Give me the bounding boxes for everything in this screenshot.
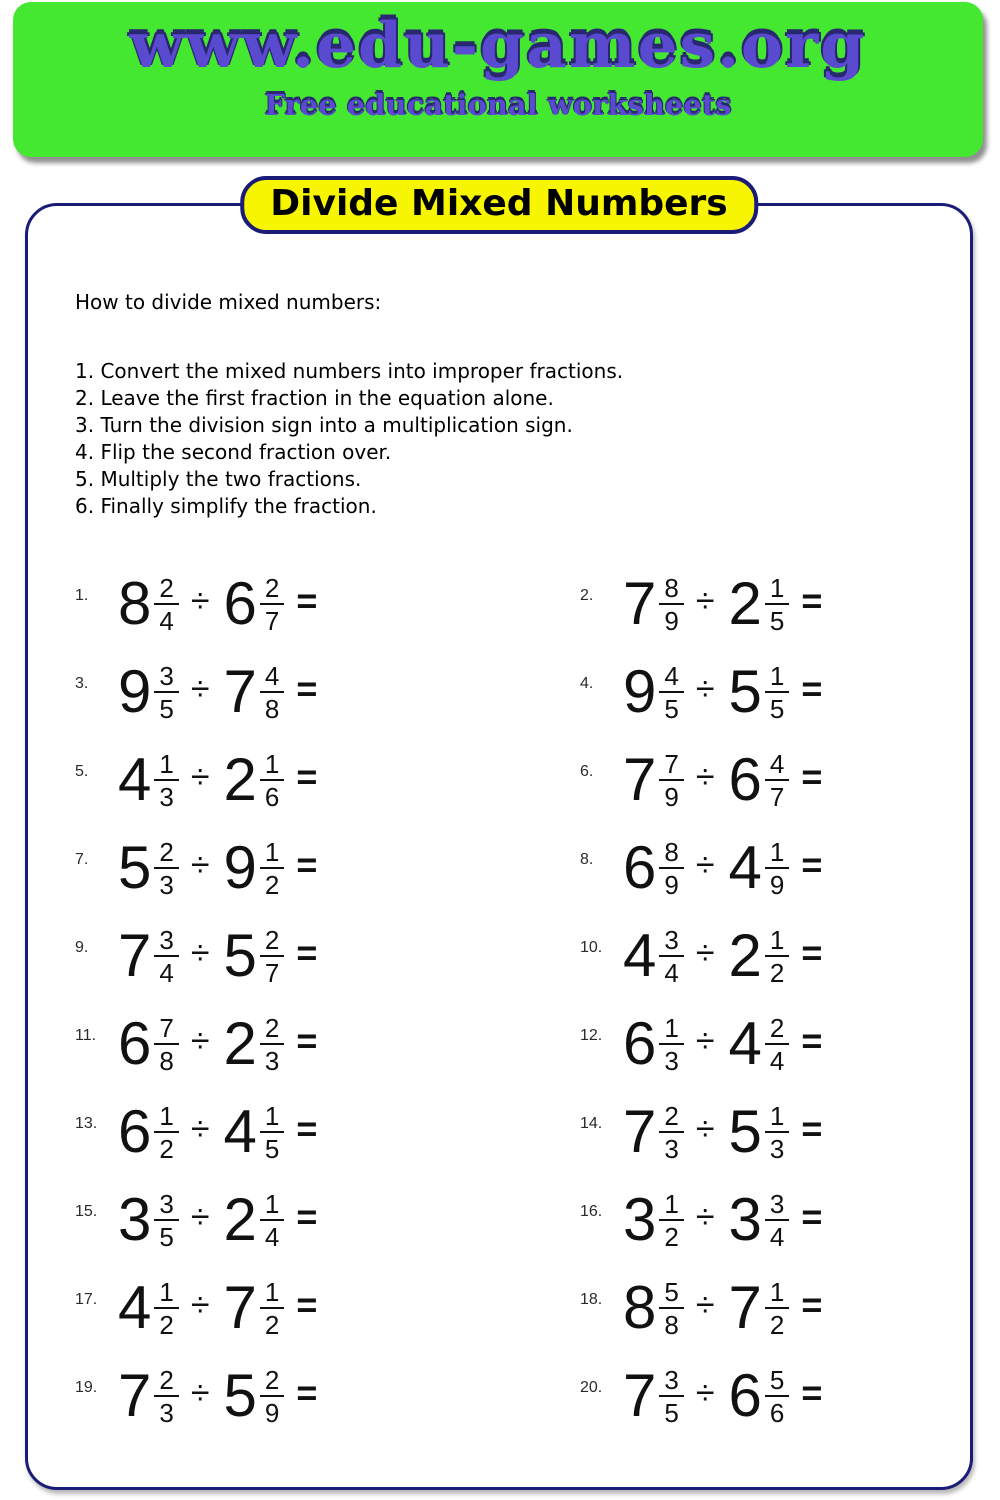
mixed-number-second: [223, 833, 285, 901]
mixed-number-first: [623, 921, 684, 989]
fraction: [154, 924, 178, 988]
problem-row: [580, 657, 823, 725]
worksheet-frame: [25, 183, 973, 1490]
fraction: [260, 1012, 284, 1076]
fraction-numerator: 3: [765, 1191, 789, 1221]
problem-number: 20.: [580, 1379, 603, 1396]
problem-row: [580, 1009, 823, 1077]
equals-sign: =: [296, 1196, 318, 1237]
fraction-denominator: 3: [664, 1133, 679, 1164]
fraction-numerator: 2: [154, 1367, 178, 1397]
mixed-number-second: [728, 745, 790, 813]
problems-grid: [75, 559, 822, 1439]
problem-number: 16.: [580, 1203, 603, 1220]
problem-number: 2.: [580, 587, 594, 604]
fraction-denominator: 9: [664, 869, 679, 900]
mixed-number-first: [118, 1273, 179, 1341]
mixed-number-first: [118, 657, 179, 725]
fraction: [765, 1276, 789, 1340]
whole-number: 7: [223, 1273, 257, 1341]
mixed-number-second: [223, 657, 285, 725]
fraction-numerator: 4: [260, 663, 284, 693]
problem-number: 4.: [580, 675, 594, 692]
whole-number: 4: [728, 1009, 762, 1077]
whole-number: 3: [623, 1185, 657, 1253]
problem-row: [580, 1361, 823, 1429]
mixed-number-first: [118, 833, 179, 901]
mixed-number-first: [118, 745, 179, 813]
fraction-numerator: 2: [154, 575, 178, 605]
fraction: [659, 1364, 683, 1428]
mixed-number-second: [223, 921, 285, 989]
fraction-denominator: 9: [664, 781, 679, 812]
whole-number: 4: [728, 833, 762, 901]
mixed-number-second: [728, 1273, 790, 1341]
fraction-numerator: 2: [260, 1015, 284, 1045]
division-sign: ÷: [695, 581, 715, 620]
fraction-denominator: 4: [664, 957, 679, 988]
problem-row: [75, 569, 580, 637]
whole-number: 4: [118, 1273, 152, 1341]
equals-sign: =: [296, 756, 318, 797]
fraction: [154, 836, 178, 900]
problem-row: [580, 1185, 823, 1253]
whole-number: 7: [623, 745, 657, 813]
equals-sign: =: [296, 1284, 318, 1325]
problem-row: [75, 1097, 580, 1165]
fraction: [260, 1276, 284, 1340]
whole-number: 9: [118, 657, 152, 725]
division-sign: ÷: [695, 1373, 715, 1412]
fraction-numerator: 1: [765, 575, 789, 605]
fraction: [659, 1188, 683, 1252]
problem-number: 6.: [580, 763, 594, 780]
fraction-denominator: 3: [159, 781, 174, 812]
fraction-denominator: 7: [264, 605, 280, 636]
problem-number: 19.: [75, 1379, 98, 1396]
whole-number: 5: [728, 1097, 762, 1165]
whole-number: 9: [223, 833, 257, 901]
fraction-denominator: 4: [159, 957, 174, 988]
equals-sign: =: [801, 1196, 823, 1237]
equals-sign: =: [296, 580, 318, 621]
fraction-denominator: 8: [159, 1045, 174, 1076]
problem-row: [580, 1097, 823, 1165]
division-sign: ÷: [190, 1197, 210, 1236]
problem-row: [580, 921, 823, 989]
problem-row: [75, 1009, 580, 1077]
problem-row: [75, 745, 580, 813]
equals-sign: =: [296, 1108, 318, 1149]
fraction-denominator: 4: [264, 1221, 280, 1252]
division-sign: ÷: [190, 1373, 210, 1412]
problem-number: 12.: [580, 1027, 603, 1044]
problem-number: 10.: [580, 939, 603, 956]
fraction-denominator: 5: [159, 693, 174, 724]
problem-row: [580, 833, 823, 901]
fraction-denominator: 3: [159, 1397, 174, 1428]
fraction: [154, 1364, 178, 1428]
mixed-number-first: [118, 921, 179, 989]
fraction: [260, 748, 284, 812]
fraction-denominator: 7: [264, 957, 280, 988]
fraction: [260, 1100, 284, 1164]
whole-number: 3: [728, 1185, 762, 1253]
site-title: www.edu-games.org: [129, 8, 867, 82]
division-sign: ÷: [695, 933, 715, 972]
mixed-number-second: [223, 1009, 285, 1077]
whole-number: 7: [623, 1361, 657, 1429]
fraction-numerator: 5: [659, 1279, 683, 1309]
fraction: [154, 1188, 178, 1252]
mixed-number-second: [728, 921, 790, 989]
fraction-denominator: 6: [769, 1397, 785, 1428]
whole-number: 4: [623, 921, 657, 989]
fraction: [154, 1276, 178, 1340]
fraction-denominator: 5: [769, 605, 785, 636]
site-tagline: Free educational worksheets: [264, 88, 732, 122]
whole-number: 4: [223, 1097, 257, 1165]
problem-number: 7.: [75, 851, 89, 868]
problem-number: 18.: [580, 1291, 603, 1308]
fraction-numerator: 7: [154, 1015, 178, 1045]
fraction: [765, 836, 789, 900]
fraction-denominator: 5: [264, 1133, 280, 1164]
fraction: [765, 924, 789, 988]
fraction-denominator: 8: [264, 693, 280, 724]
fraction: [154, 1012, 178, 1076]
fraction: [765, 748, 789, 812]
equals-sign: =: [296, 1372, 318, 1413]
fraction: [154, 748, 178, 812]
fraction-numerator: 5: [765, 1367, 789, 1397]
fraction-denominator: 9: [664, 605, 679, 636]
whole-number: 7: [623, 569, 657, 637]
whole-number: 6: [728, 745, 762, 813]
mixed-number-first: [623, 1273, 684, 1341]
whole-number: 5: [223, 921, 257, 989]
fraction: [154, 572, 178, 636]
whole-number: 6: [728, 1361, 762, 1429]
whole-number: 3: [118, 1185, 152, 1253]
problem-row: [75, 833, 580, 901]
problem-number: 13.: [75, 1115, 98, 1132]
mixed-number-second: [223, 1097, 285, 1165]
equals-sign: =: [296, 932, 318, 973]
fraction-numerator: 8: [659, 575, 683, 605]
fraction-numerator: 4: [659, 663, 683, 693]
equals-sign: =: [801, 932, 823, 973]
fraction-numerator: 1: [260, 1103, 284, 1133]
fraction-numerator: 3: [154, 1191, 178, 1221]
division-sign: ÷: [190, 845, 210, 884]
howto-heading: How to divide mixed numbers:: [75, 290, 382, 314]
whole-number: 5: [118, 833, 152, 901]
mixed-number-second: [728, 1097, 790, 1165]
fraction-denominator: 9: [264, 1397, 280, 1428]
problem-number: 8.: [580, 851, 594, 868]
howto-step: 5. Multiply the two fractions.: [75, 467, 362, 491]
fraction-numerator: 1: [154, 751, 178, 781]
mixed-number-second: [728, 569, 790, 637]
mixed-number-second: [728, 657, 790, 725]
fraction-numerator: 1: [260, 1191, 284, 1221]
fraction: [659, 660, 683, 724]
mixed-number-second: [728, 1185, 790, 1253]
fraction-denominator: 2: [159, 1133, 174, 1164]
fraction-numerator: 3: [154, 927, 178, 957]
problem-row: [580, 1273, 823, 1341]
site-header: [13, 2, 983, 157]
mixed-number-first: [623, 1361, 684, 1429]
mixed-number-second: [728, 1009, 790, 1077]
division-sign: ÷: [695, 1197, 715, 1236]
mixed-number-second: [223, 1185, 285, 1253]
equals-sign: =: [296, 668, 318, 709]
mixed-number-first: [623, 657, 684, 725]
howto-step: 4. Flip the second fraction over.: [75, 440, 392, 464]
fraction: [765, 1012, 789, 1076]
whole-number: 7: [623, 1097, 657, 1165]
fraction-numerator: 1: [659, 1191, 683, 1221]
fraction-numerator: 1: [765, 927, 789, 957]
fraction-denominator: 5: [769, 693, 785, 724]
problem-row: [580, 569, 823, 637]
fraction-denominator: 3: [769, 1133, 785, 1164]
fraction-numerator: 1: [260, 839, 284, 869]
fraction-numerator: 2: [260, 927, 284, 957]
mixed-number-first: [623, 1185, 684, 1253]
fraction-numerator: 2: [260, 1367, 284, 1397]
mixed-number-first: [623, 1009, 684, 1077]
fraction: [659, 1276, 683, 1340]
fraction-numerator: 1: [765, 1103, 789, 1133]
whole-number: 7: [728, 1273, 762, 1341]
fraction-denominator: 2: [264, 869, 280, 900]
mixed-number-second: [728, 833, 790, 901]
fraction-numerator: 3: [154, 663, 178, 693]
fraction-numerator: 1: [154, 1279, 178, 1309]
fraction-numerator: 1: [765, 1279, 789, 1309]
problem-row: [75, 921, 580, 989]
howto-steps: [75, 358, 623, 520]
equals-sign: =: [296, 1020, 318, 1061]
whole-number: 2: [728, 921, 762, 989]
fraction-numerator: 1: [260, 751, 284, 781]
fraction: [260, 660, 284, 724]
fraction-denominator: 2: [264, 1309, 280, 1340]
fraction-numerator: 1: [260, 1279, 284, 1309]
division-sign: ÷: [190, 1021, 210, 1060]
fraction-numerator: 3: [659, 1367, 683, 1397]
whole-number: 8: [623, 1273, 657, 1341]
whole-number: 6: [623, 833, 657, 901]
equals-sign: =: [801, 1108, 823, 1149]
worksheet-title-badge: Divide Mixed Numbers: [240, 176, 758, 234]
equals-sign: =: [801, 756, 823, 797]
fraction: [260, 572, 284, 636]
equals-sign: =: [296, 844, 318, 885]
problem-number: 17.: [75, 1291, 98, 1308]
mixed-number-second: [728, 1361, 790, 1429]
fraction-numerator: 1: [154, 1103, 178, 1133]
fraction-denominator: 5: [664, 1397, 679, 1428]
fraction: [659, 572, 683, 636]
whole-number: 4: [118, 745, 152, 813]
whole-number: 7: [223, 657, 257, 725]
fraction: [659, 748, 683, 812]
mixed-number-second: [223, 569, 285, 637]
problem-row: [75, 1185, 580, 1253]
fraction-numerator: 3: [659, 927, 683, 957]
problem-row: [580, 745, 823, 813]
mixed-number-first: [118, 1097, 179, 1165]
equals-sign: =: [801, 1284, 823, 1325]
whole-number: 9: [623, 657, 657, 725]
fraction-denominator: 4: [159, 605, 174, 636]
fraction-denominator: 3: [159, 869, 174, 900]
mixed-number-second: [223, 1361, 285, 1429]
whole-number: 7: [118, 921, 152, 989]
fraction: [154, 1100, 178, 1164]
division-sign: ÷: [695, 1285, 715, 1324]
whole-number: 6: [118, 1097, 152, 1165]
division-sign: ÷: [695, 845, 715, 884]
fraction-numerator: 8: [659, 839, 683, 869]
fraction: [659, 1100, 683, 1164]
fraction: [765, 660, 789, 724]
fraction-denominator: 7: [769, 781, 785, 812]
howto-step: 6. Finally simplify the fraction.: [75, 494, 377, 518]
problem-number: 3.: [75, 675, 89, 692]
fraction-numerator: 2: [659, 1103, 683, 1133]
fraction-denominator: 4: [769, 1045, 785, 1076]
fraction-numerator: 1: [765, 663, 789, 693]
whole-number: 2: [223, 745, 257, 813]
howto-block: [75, 290, 623, 520]
fraction-denominator: 4: [769, 1221, 785, 1252]
fraction: [154, 660, 178, 724]
mixed-number-first: [623, 569, 684, 637]
fraction-numerator: 2: [765, 1015, 789, 1045]
mixed-number-second: [223, 745, 285, 813]
problem-number: 15.: [75, 1203, 98, 1220]
fraction-denominator: 2: [664, 1221, 679, 1252]
fraction-denominator: 5: [664, 693, 679, 724]
mixed-number-first: [118, 1361, 179, 1429]
mixed-number-first: [623, 833, 684, 901]
whole-number: 6: [118, 1009, 152, 1077]
division-sign: ÷: [190, 1109, 210, 1148]
problem-number: 1.: [75, 587, 89, 604]
fraction-denominator: 6: [264, 781, 280, 812]
fraction: [260, 1188, 284, 1252]
equals-sign: =: [801, 668, 823, 709]
whole-number: 8: [118, 569, 152, 637]
fraction-numerator: 1: [659, 1015, 683, 1045]
fraction-denominator: 9: [769, 869, 785, 900]
fraction: [765, 572, 789, 636]
division-sign: ÷: [190, 581, 210, 620]
mixed-number-second: [223, 1273, 285, 1341]
fraction-numerator: 7: [659, 751, 683, 781]
mixed-number-first: [118, 1009, 179, 1077]
fraction: [659, 1012, 683, 1076]
fraction: [260, 924, 284, 988]
division-sign: ÷: [695, 1021, 715, 1060]
fraction-denominator: 5: [159, 1221, 174, 1252]
fraction-numerator: 2: [260, 575, 284, 605]
howto-step: 2. Leave the first fraction in the equation alone.: [75, 386, 554, 410]
whole-number: 2: [223, 1185, 257, 1253]
fraction: [260, 1364, 284, 1428]
fraction: [659, 836, 683, 900]
whole-number: 5: [728, 657, 762, 725]
division-sign: ÷: [190, 933, 210, 972]
division-sign: ÷: [695, 1109, 715, 1148]
fraction-denominator: 3: [264, 1045, 280, 1076]
mixed-number-first: [118, 1185, 179, 1253]
problem-number: 11.: [75, 1027, 97, 1044]
fraction: [659, 924, 683, 988]
fraction-numerator: 1: [765, 839, 789, 869]
division-sign: ÷: [695, 669, 715, 708]
whole-number: 2: [223, 1009, 257, 1077]
problem-number: 5.: [75, 763, 89, 780]
fraction-denominator: 2: [769, 1309, 785, 1340]
division-sign: ÷: [190, 669, 210, 708]
fraction-denominator: 2: [769, 957, 785, 988]
fraction-numerator: 2: [154, 839, 178, 869]
fraction-denominator: 3: [664, 1045, 679, 1076]
fraction: [765, 1188, 789, 1252]
problem-number: 14.: [580, 1115, 603, 1132]
problem-row: [75, 1273, 580, 1341]
fraction: [260, 836, 284, 900]
equals-sign: =: [801, 1020, 823, 1061]
howto-step: 1. Convert the mixed numbers into improper fractions.: [75, 359, 624, 383]
mixed-number-first: [623, 1097, 684, 1165]
mixed-number-first: [118, 569, 179, 637]
fraction: [765, 1364, 789, 1428]
fraction: [765, 1100, 789, 1164]
equals-sign: =: [801, 580, 823, 621]
fraction-numerator: 4: [765, 751, 789, 781]
whole-number: 6: [623, 1009, 657, 1077]
whole-number: 5: [223, 1361, 257, 1429]
fraction-denominator: 8: [664, 1309, 679, 1340]
whole-number: 2: [728, 569, 762, 637]
equals-sign: =: [801, 1372, 823, 1413]
whole-number: 7: [118, 1361, 152, 1429]
fraction-denominator: 2: [159, 1309, 174, 1340]
division-sign: ÷: [190, 757, 210, 796]
mixed-number-first: [623, 745, 684, 813]
howto-step: 3. Turn the division sign into a multiplication sign.: [75, 413, 573, 437]
whole-number: 6: [223, 569, 257, 637]
problem-row: [75, 657, 580, 725]
problem-number: 9.: [75, 939, 89, 956]
equals-sign: =: [801, 844, 823, 885]
problem-row: [75, 1361, 580, 1429]
division-sign: ÷: [695, 757, 715, 796]
division-sign: ÷: [190, 1285, 210, 1324]
